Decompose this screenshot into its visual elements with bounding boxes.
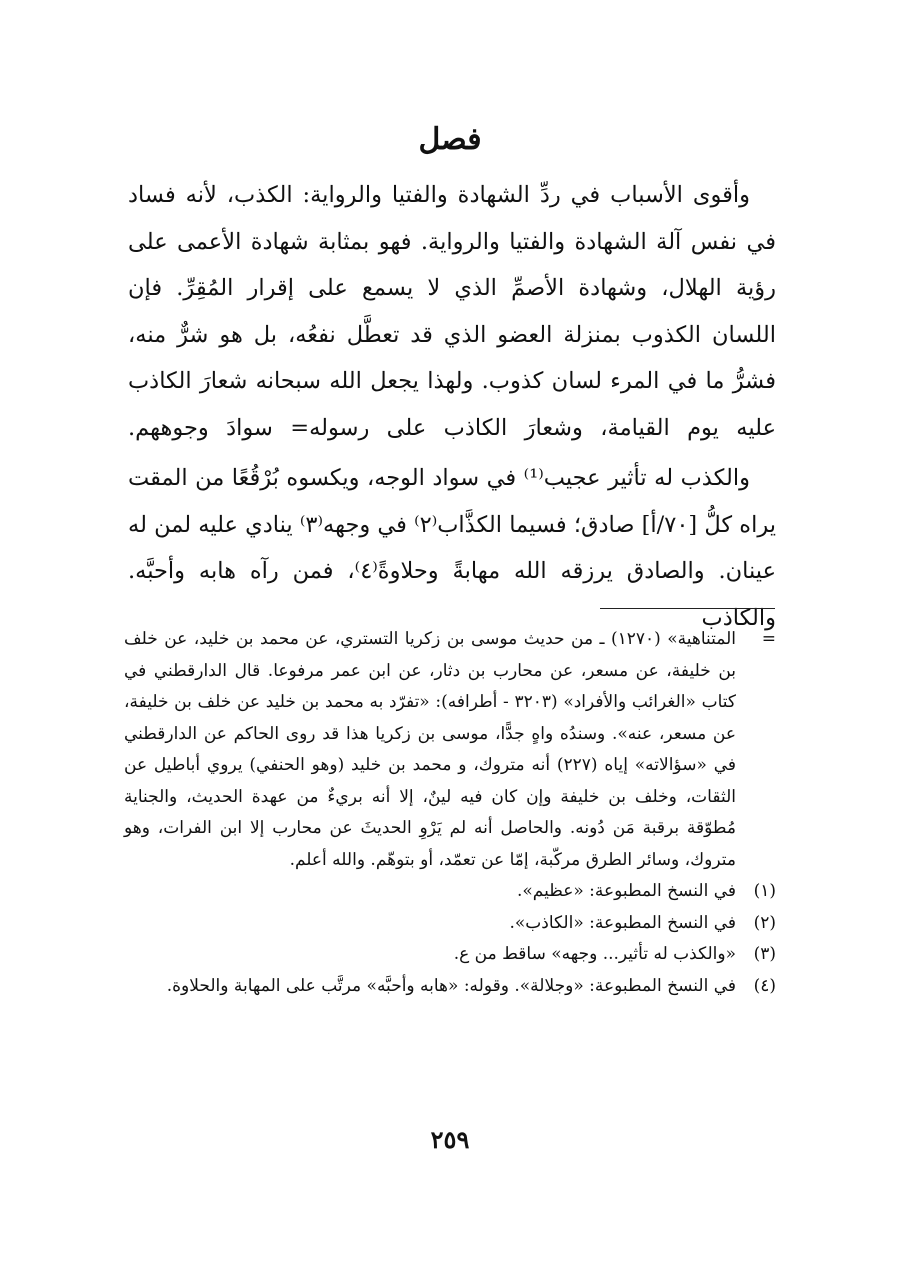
footnote-number: (٢) bbox=[753, 912, 776, 933]
footnote-continuation-text: المتناهية» (١٢٧٠) ـ من حديث موسى بن زكريا التستري، عن محمد بن خليد، عن خلف بن خليفة، عن مسعر، عن محارب بن دثار، عن ابن عمر مرفوعا. قال الدارقطني في كتاب «الغرائب والأفراد» (٣٢٠٣ - أطرافه): «تفرّد به محمد بن خليد عن خلف بن خليفة، عن مسعر، عنه». وسندُه واهٍ جدًّا، موسى بن زكريا هذا قد روى الحاكم عن الدارقطني في «سؤالاته» إياه (٢٢٧) أنه متروك، و محمد بن خليد (وهو الحنفي) يروي أباطيل عن الثقات، وخلف بن خليفة وإن كان فيه لينٌ، إلا أنه بريءٌ من عهدة الحديث، والجناية مُطوّقة برقبة مَن دُونه. والحاصل أنه لم يَرْوِ الحديثَ عن محارب إلا ابن الفرات، وهو متروك، وسائر الطرق مركّبة، إمّا عن تعمّد، أو بتوهّم. والله أعلم. bbox=[124, 629, 736, 870]
footnote-separator bbox=[600, 608, 775, 609]
footnotes-block bbox=[124, 624, 776, 1002]
footnote-number: (٤) bbox=[753, 975, 776, 996]
footnote-number: (٣) bbox=[753, 944, 776, 964]
footnote-text: «والكذب له تأثير... وجهه» ساقط من ع. bbox=[453, 944, 736, 964]
footnote-3 bbox=[124, 939, 776, 971]
main-text bbox=[128, 172, 776, 641]
footnote-text: في النسخ المطبوعة: «الكاذب». bbox=[509, 912, 736, 933]
paragraph-1: وأقوى الأسباب في ردِّ الشهادة والفتيا والرواية: الكذب، لأنه فساد في نفس آلة الشهادة والفتيا والرواية. فهو بمثابة شهادة الأعمى على رؤية الهلال، وشهادة الأصمِّ الذي لا يسمع على إقرار المُقِرِّ. فإن اللسان الكذوب بمنزلة العضو الذي قد تعطَّل نفعُه، بل هو شرٌّ منه، فشرُّ ما في المرء لسان كذوب. ولهذا يجعل الله سبحانه شعارَ الكاذب عليه يوم القيامة، وشعارَ الكاذب على رسوله= سوادَ وجوههم. bbox=[128, 182, 776, 441]
footnote-4 bbox=[124, 971, 776, 1003]
footnote-1 bbox=[124, 876, 776, 908]
footnote-text: في النسخ المطبوعة: «وجلالة». وقوله: «هابه وأحبَّه» مرتَّب على المهابة والحلاوة. bbox=[166, 975, 736, 996]
footnote-continuation bbox=[124, 624, 776, 876]
page-number: ٢٥٩ bbox=[430, 1125, 470, 1154]
section-title: فصل bbox=[418, 122, 482, 157]
footnote-2 bbox=[124, 908, 776, 940]
paragraph-2: والكذب له تأثير عجيب⁽¹⁾ في سواد الوجه، ويكسوه بُرْقُعًا من المقت يراه كلُّ [٧٠/أ] صادق؛ فسيما الكذَّاب⁽٢⁾ في وجهه⁽٣⁾ ينادي عليه لمن له عينان. والصادق يرزقه الله مهابةً وحلاوةً⁽٤⁾، فمن رآه هابه وأحبَّه. والكاذب bbox=[128, 465, 776, 631]
footnote-text: في النسخ المطبوعة: «عظيم». bbox=[517, 881, 736, 901]
continuation-marker: = bbox=[761, 629, 776, 649]
footnote-number: (١) bbox=[753, 881, 776, 901]
